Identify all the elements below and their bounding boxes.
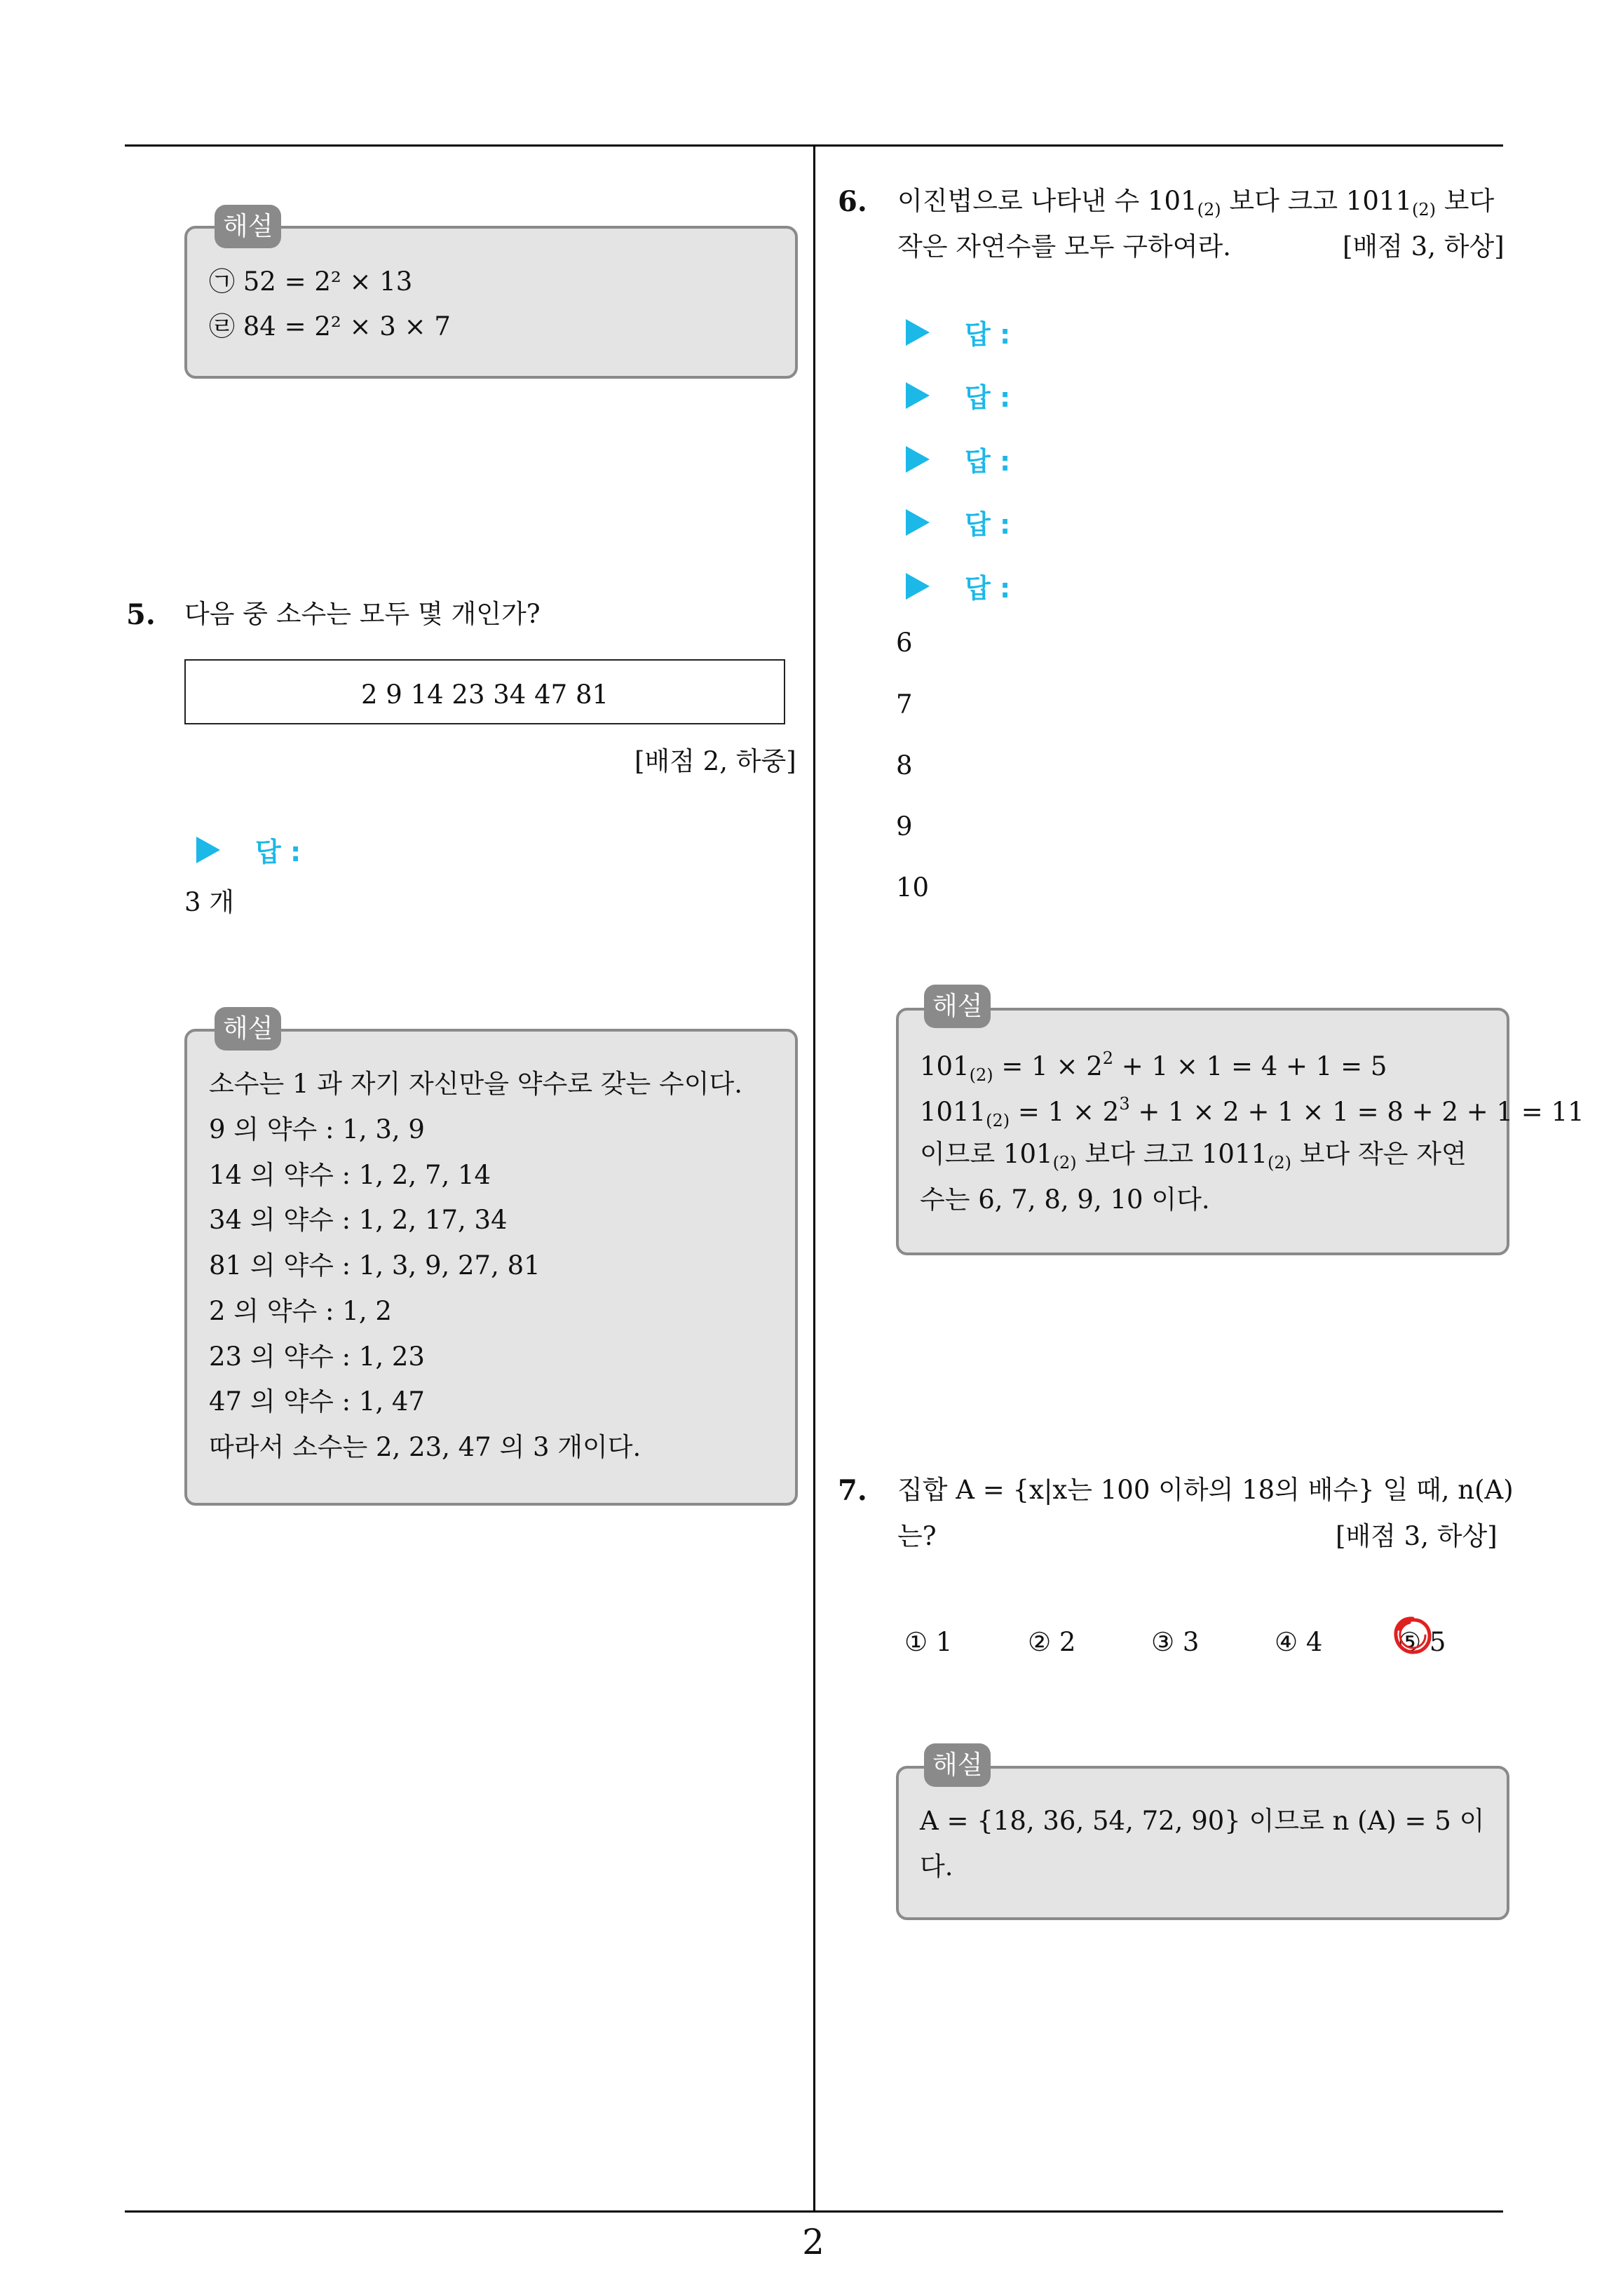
answer-triangle-icon [906, 509, 930, 536]
q6-solution-line-3 [920, 1141, 1467, 1171]
q7-choice-5[interactable]: ⑤ 5 [1398, 1627, 1446, 1657]
q6-answer-value-1: 6 [896, 628, 913, 658]
q6-solution-tab: 해설 [924, 985, 991, 1028]
q6-number: 6. [838, 185, 867, 218]
q6-q1-c: 보다 [1436, 186, 1495, 216]
q5-question: 다음 중 소수는 모두 몇 개인가? [184, 599, 541, 629]
q5-solution-line-2: 9 의 약수 : 1, 3, 9 [209, 1114, 425, 1144]
q5-answer-value: 3 개 [184, 887, 235, 917]
answer-triangle-icon [906, 382, 930, 409]
q6-s3-b: 보다 크고 1011 [1076, 1139, 1268, 1169]
q6-s3-c: 보다 작은 자연 [1291, 1139, 1467, 1169]
q6-s1-c: + 1 × 1 = 4 + 1 = 5 [1113, 1051, 1387, 1081]
q6-q1-a: 이진법으로 나타낸 수 101 [897, 186, 1197, 216]
q5-solution-line-8: 47 의 약수 : 1, 47 [209, 1386, 425, 1417]
q6-s2-sub: (2) [986, 1111, 1010, 1130]
page-number: 2 [802, 2222, 824, 2262]
q6-question-line-2: 작은 자연수를 모두 구하여라. [897, 231, 1231, 262]
q6-solution-line-1 [920, 1050, 1387, 1083]
bottom-rule [125, 2210, 1503, 2213]
q5-solution-line-6: 2 의 약수 : 1, 2 [209, 1296, 392, 1326]
q6-answer-label-2: 답 : [965, 382, 1011, 413]
prev-solution-line-2: ㉣ 84 = 2² × 3 × 7 [209, 311, 451, 342]
q6-s1-a: 101 [920, 1051, 970, 1081]
prev-solution-box [184, 226, 798, 379]
q7-choice-2[interactable]: ② 2 [1028, 1627, 1076, 1657]
q7-number: 7. [838, 1474, 867, 1507]
q5-given-numbers: 2 9 14 23 34 47 81 [360, 680, 609, 710]
answer-triangle-icon [906, 319, 930, 346]
q6-q1-sub2: (2) [1412, 200, 1437, 220]
q5-given-box [184, 659, 785, 724]
column-divider [813, 144, 815, 2212]
q6-answer-row-4 [906, 503, 1010, 541]
q5-answer-label: 답 : [255, 837, 301, 867]
q6-answer-row-3 [906, 440, 1010, 478]
q6-s3-a: 이므로 101 [920, 1139, 1053, 1169]
q6-answer-value-4: 9 [896, 811, 913, 842]
q6-s2-b: = 1 × 2 [1010, 1097, 1120, 1127]
q5-number: 5. [126, 598, 156, 631]
q6-s2-sup: 3 [1119, 1094, 1130, 1114]
q6-q1-b: 보다 크고 1011 [1221, 186, 1413, 216]
prev-solution-tab: 해설 [215, 205, 281, 248]
q6-solution-line-4: 수는 6, 7, 8, 9, 10 이다. [920, 1184, 1210, 1215]
q7-solution-box [896, 1766, 1509, 1920]
q6-solution-line-2 [920, 1095, 1584, 1129]
q6-answer-row-1 [906, 313, 1010, 351]
q7-choice-1[interactable]: ① 1 [904, 1627, 953, 1657]
q6-s1-b: = 1 × 2 [993, 1051, 1103, 1081]
prev-solution-line-1: ㉠ 52 = 2² × 13 [209, 266, 413, 297]
q6-score: [배점 3, 하상] [1343, 231, 1505, 262]
q6-s2-a: 1011 [920, 1097, 986, 1127]
q5-solution-line-9: 따라서 소수는 2, 23, 47 의 3 개이다. [209, 1432, 641, 1462]
answer-triangle-icon [906, 446, 930, 473]
q5-solution-line-7: 23 의 약수 : 1, 23 [209, 1342, 425, 1372]
q6-answer-label-4: 답 : [965, 509, 1011, 540]
q7-solution-line-1: A = {18, 36, 54, 72, 90} 이므로 n (A) = 5 이 [920, 1806, 1485, 1836]
q6-answer-label-3: 답 : [965, 446, 1011, 477]
q6-answer-label-1: 답 : [965, 319, 1011, 350]
answer-triangle-icon [906, 573, 930, 600]
q7-score: [배점 3, 하상] [1336, 1521, 1498, 1551]
q5-solution-tab: 해설 [215, 1007, 281, 1051]
q6-answer-row-5 [906, 567, 1010, 605]
q5-solution-line-3: 14 의 약수 : 1, 2, 7, 14 [209, 1160, 491, 1190]
q6-answer-value-5: 10 [896, 872, 930, 903]
q5-solution-line-1: 소수는 1 과 자기 자신만을 약수로 갖는 수이다. [209, 1069, 742, 1099]
answer-circle-mark-icon [1392, 1614, 1434, 1656]
q6-answer-row-2 [906, 376, 1010, 414]
q7-question-line-1: 집합 A = {x|x는 100 이하의 18의 배수} 일 때, n(A) [897, 1475, 1514, 1505]
q7-question-line-2: 는? [897, 1521, 937, 1551]
q6-q1-sub1: (2) [1197, 200, 1221, 220]
q6-solution-box [896, 1008, 1509, 1255]
q5-solution-line-5: 81 의 약수 : 1, 3, 9, 27, 81 [209, 1250, 541, 1281]
answer-triangle-icon [196, 837, 220, 863]
q6-s1-sup: 2 [1102, 1048, 1114, 1068]
q6-s3-sub2: (2) [1268, 1153, 1292, 1173]
q6-question-line-1 [897, 188, 1494, 218]
q6-s1-sub: (2) [969, 1065, 993, 1085]
q6-s2-c: + 1 × 2 + 1 × 1 = 8 + 2 + 1 = 11 [1129, 1097, 1584, 1127]
q6-s3-sub1: (2) [1052, 1153, 1077, 1173]
q6-answer-value-2: 7 [896, 689, 913, 720]
q6-answer-label-5: 답 : [965, 573, 1011, 604]
q7-solution-line-2: 다. [920, 1851, 953, 1882]
q6-answer-value-3: 8 [896, 750, 913, 781]
q7-solution-tab: 해설 [924, 1743, 991, 1787]
q7-choice-3[interactable]: ③ 3 [1151, 1627, 1200, 1657]
q5-answer-row [196, 830, 301, 869]
q5-score: [배점 2, 하중] [634, 746, 796, 776]
q7-choice-4[interactable]: ④ 4 [1275, 1627, 1323, 1657]
q5-solution-line-4: 34 의 약수 : 1, 2, 17, 34 [209, 1205, 508, 1235]
